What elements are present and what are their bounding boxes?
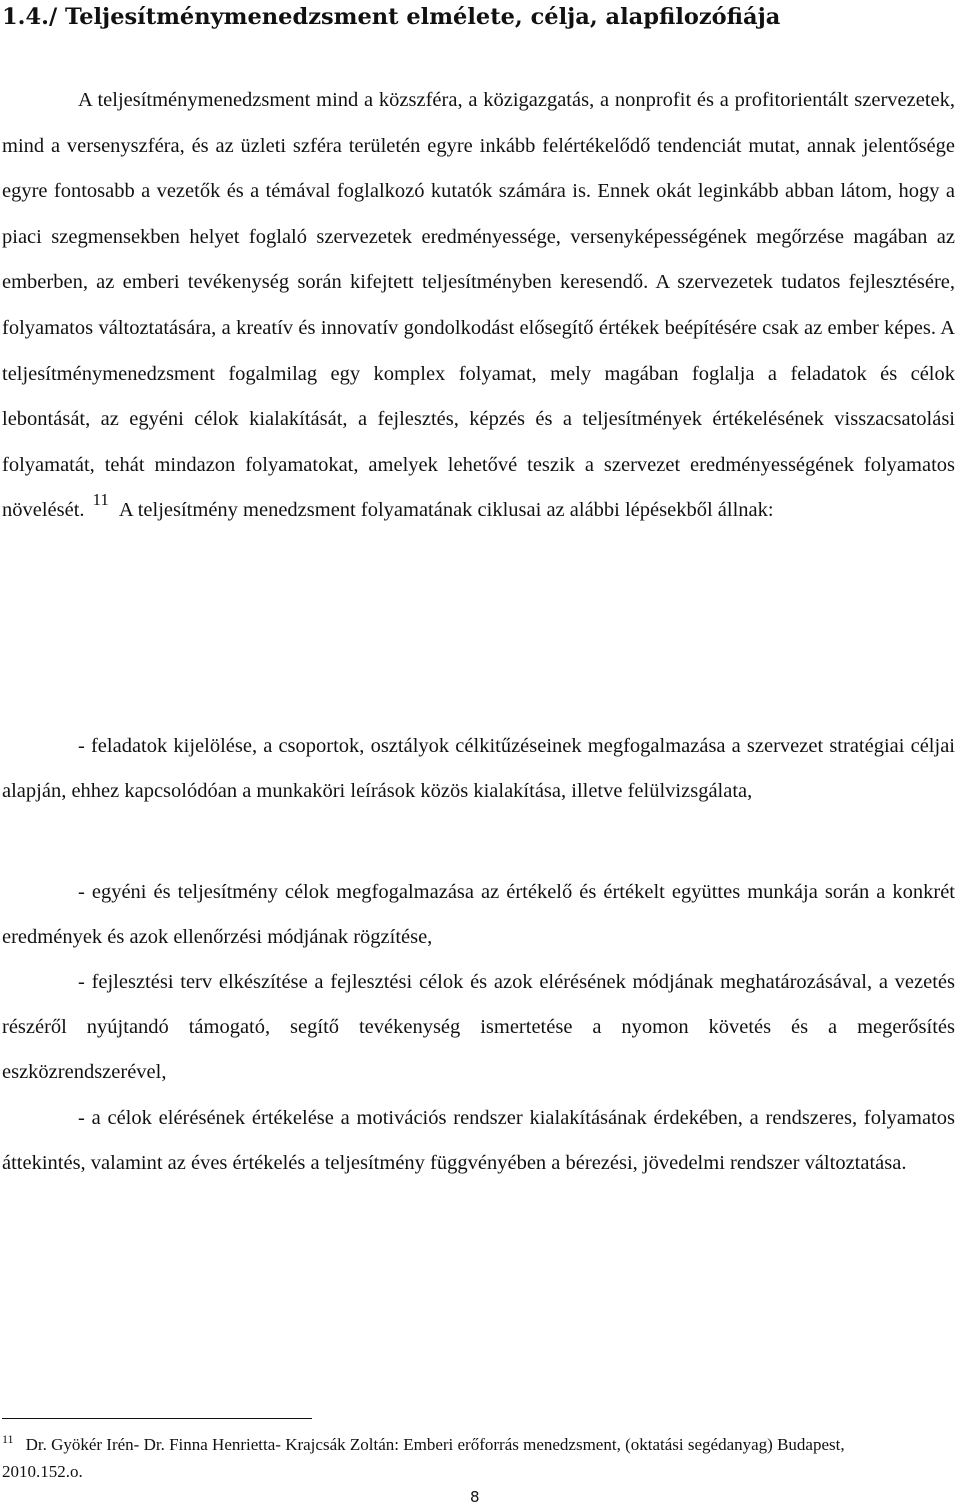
page-number: 8 [470,1488,480,1506]
footnote-number: 11 [2,1432,14,1446]
list-item: - fejlesztési terv elkészítése a fejlesztési célok és azok elérésének módjának meghatározásával, a vezetés részéről nyújtandó támogató, segítő tevékenység ismertetése a nyomon követés és a megerősítés eszközrendszerével, [2,971,955,1084]
section-heading: 1.4./ Teljesítménymenedzsment elmélete, célja, alapfilozófiája [2,4,781,30]
list-item: - a célok elérésének értékelése a motivációs rendszer kialakításának érdekében, a rendszeres, folyamatos áttekintés, valamint az éves értékelés a teljesítmény függvényében a bérezési, jövedelmi rendszer változtatása. [2,1107,955,1175]
footnote-separator [2,1418,312,1419]
footnote-reference-marker[interactable]: 11 [92,490,109,510]
paragraph-text-after-reference: A teljesítmény menedzsment folyamatának ciklusai az alábbi lépésekből állnak: [118,499,774,522]
paragraph-text-before-reference: A teljesítménymenedzsment mind a közszféra, a közigazgatás, a nonprofit és a profitorientált szervezetek, mind a versenyszféra, és az üzleti szféra területén egyre inkább felértékelődő tendenciát mutat, annak jelentősége egyre fontosabb a vezetők és a témával foglalkozó kutatók számára is. Ennek okát leginkább abban látom, hogy a piaci szegmensekben helyet foglaló szervezetek eredményessége, versenyképességének megőrzése magában az emberben, az emberi tevékenység során kifejtett teljesítményben keresendő. A szervezetek tudatos fejlesztésére, folyamatos változtatására, a kreatív és innovatív gondolkodást elősegítő értékek beépítésére csak az ember képes. A teljesítménymenedzsment fogalmilag egy komplex folyamat, mely magában foglalja a feladatok és célok lebontását, az egyéni célok kialakítását, a fejlesztés, képzés és a teljesítmények értékelésének visszacsatolási folyamatát, tehát mindazon folyamatokat, amelyek lehetővé teszik a szervezet eredményességének folyamatos növelését. [2,89,955,522]
list-item: - feladatok kijelölése, a csoportok, osztályok célkitűzéseinek megfogalmazása a szervezet stratégiai céljai alapján, ehhez kapcsolódóan a munkaköri leírások közös kialakítása, illetve felülvizsgálata, [2,735,955,803]
footnote [2,1432,902,1485]
list-item: - egyéni és teljesítmény célok megfogalmazása az értékelő és értékelt együttes munkája során a konkrét eredmények és azok ellenőrzési módjának rögzítése, [2,881,955,949]
intro-paragraph [2,78,955,534]
footnote-text: Dr. Gyökér Irén- Dr. Finna Henrietta- Krajcsák Zoltán: Emberi erőforrás menedzsment, (oktatási segédanyag) Budapest, 2010.152.o. [2,1435,845,1481]
